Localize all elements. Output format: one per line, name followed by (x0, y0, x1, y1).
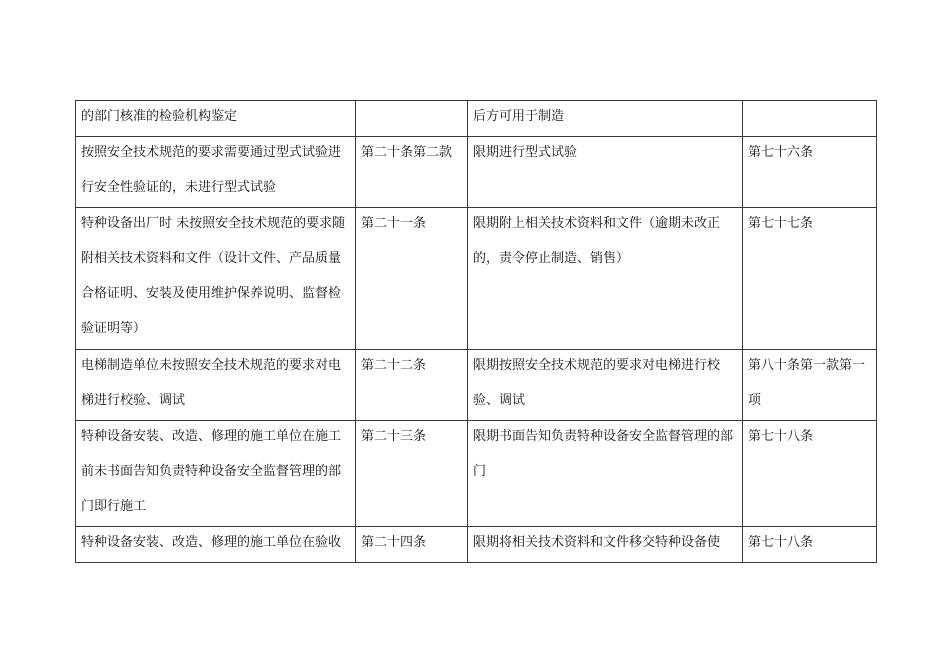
clause-cell (356, 527, 468, 563)
clause-text: 第二十四条 (361, 535, 427, 550)
penalty-text: 第七十七条 (748, 216, 814, 231)
clause-cell (356, 421, 468, 527)
measure-text: 限期按照安全技术规范的要求对电梯进行校验、调试 (473, 358, 721, 408)
clause-text: 第二十一条 (361, 216, 427, 231)
measure-cell (468, 527, 743, 563)
clause-text: 第二十条第二款 (361, 145, 453, 160)
violation-text: 特种设备安装、改造、修理的施工单位在验收 (81, 535, 342, 550)
violation-text: 按照安全技术规范的要求需要通过型式试验进行安全性验证的，未进行型式试验 (81, 145, 342, 195)
measure-cell (468, 421, 743, 527)
clause-cell (356, 137, 468, 208)
penalty-cell (743, 527, 877, 563)
violation-cell (76, 208, 356, 350)
measure-text: 限期附上相关技术资料和文件（逾期未改正的，责令停止制造、销售） (473, 216, 721, 266)
measure-cell (468, 350, 743, 421)
violation-text: 的部门核准的检验机构鉴定 (81, 109, 238, 124)
regulation-table (75, 100, 877, 563)
violation-cell (76, 137, 356, 208)
penalty-cell (743, 350, 877, 421)
measure-text: 限期进行型式试验 (473, 145, 578, 160)
penalty-cell (743, 101, 877, 137)
clause-cell (356, 350, 468, 421)
penalty-text: 第七十六条 (748, 145, 814, 160)
table-row (76, 208, 877, 350)
table-row (76, 137, 877, 208)
penalty-cell (743, 421, 877, 527)
clause-text: 第二十三条 (361, 429, 427, 444)
violation-cell (76, 421, 356, 527)
clause-cell (356, 101, 468, 137)
measure-text: 限期将相关技术资料和文件移交特种设备使 (473, 535, 721, 550)
violation-text: 特种设备安装、改造、修理的施工单位在施工前未书面告知负责特种设备安全监督管理的部门即行施工 (81, 429, 342, 514)
measure-cell (468, 208, 743, 350)
table-row (76, 101, 877, 137)
penalty-text: 第七十八条 (748, 535, 814, 550)
violation-cell (76, 101, 356, 137)
measure-cell (468, 137, 743, 208)
penalty-cell (743, 137, 877, 208)
clause-cell (356, 208, 468, 350)
measure-text: 后方可用于制造 (473, 109, 565, 124)
violation-cell (76, 350, 356, 421)
violation-cell (76, 527, 356, 563)
violation-text: 特种设备出厂时 未按照安全技术规范的要求随附相关技术资料和文件（设计文件、产品质量合格证明、安装及使用维护保养说明、监督检验证明等） (81, 216, 346, 336)
penalty-text: 第八十条第一款第一项 (748, 358, 866, 408)
penalty-cell (743, 208, 877, 350)
clause-text: 第二十二条 (361, 358, 427, 373)
table-row (76, 350, 877, 421)
measure-text: 限期书面告知负责特种设备安全监督管理的部门 (473, 429, 734, 479)
violation-text: 电梯制造单位未按照安全技术规范的要求对电梯进行校验、调试 (81, 358, 342, 408)
penalty-text: 第七十八条 (748, 429, 814, 444)
table-row (76, 421, 877, 527)
table-row (76, 527, 877, 563)
measure-cell (468, 101, 743, 137)
